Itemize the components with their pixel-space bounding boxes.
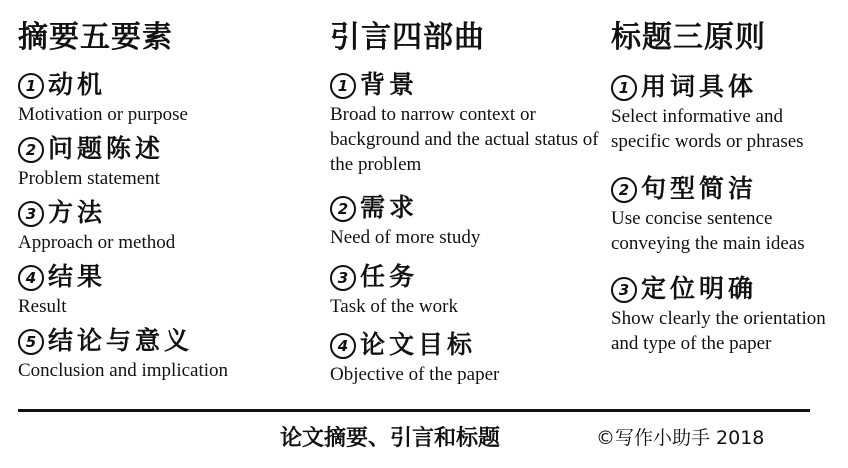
item-heading-text: 论文目标 [360, 330, 477, 359]
item-heading [18, 262, 308, 292]
circled-number: 1 [330, 73, 356, 99]
item-description: Show clearly the orientation and type of the paper [611, 308, 826, 354]
list-item [18, 262, 308, 319]
list-item [330, 262, 600, 319]
list-item [611, 72, 843, 154]
item-heading-text: 背景 [360, 70, 419, 99]
item-heading [330, 70, 600, 100]
circled-number: 4 [18, 265, 44, 291]
item-heading [18, 326, 308, 356]
list-item [18, 198, 308, 255]
item-description: Use concise sentence conveying the main ideas [611, 208, 805, 254]
circled-number: 1 [611, 75, 637, 101]
item-description: Approach or method [18, 232, 176, 253]
item-heading [18, 198, 308, 228]
item-heading-text: 动机 [48, 70, 107, 99]
list-item [18, 70, 308, 127]
circled-number: 5 [18, 329, 44, 355]
list-item [330, 70, 600, 177]
circled-number: 4 [330, 333, 356, 359]
list-item [611, 274, 843, 356]
circled-number: 2 [18, 137, 44, 163]
item-description: Objective of the paper [330, 364, 500, 385]
circled-number: 3 [611, 277, 637, 303]
item-heading-text: 定位明确 [641, 274, 758, 303]
circled-number: 1 [18, 73, 44, 99]
circled-number: 2 [611, 177, 637, 203]
circled-number: 2 [330, 196, 356, 222]
list-item [330, 330, 600, 387]
footer-title: 论文摘要、引言和标题 [280, 426, 501, 451]
item-heading-text: 需求 [360, 193, 419, 222]
column-title: 标题三原则 [611, 20, 766, 55]
item-heading-text: 问题陈述 [48, 134, 165, 163]
column-title: 摘要五要素 [18, 20, 173, 55]
list-item [18, 134, 308, 191]
item-heading [330, 330, 600, 360]
circled-number: 3 [18, 201, 44, 227]
item-description: Need of more study [330, 227, 481, 248]
column-title: 引言四部曲 [330, 20, 485, 55]
item-heading [611, 274, 843, 304]
item-description: Result [18, 296, 67, 317]
item-heading [611, 174, 843, 204]
item-heading [18, 70, 308, 100]
list-item [611, 174, 843, 256]
item-heading [330, 262, 600, 292]
item-heading [611, 72, 843, 102]
item-heading [330, 193, 600, 223]
item-heading-text: 任务 [360, 262, 419, 291]
item-heading-text: 方法 [48, 198, 107, 227]
item-description: Task of the work [330, 296, 458, 317]
circled-number: 3 [330, 265, 356, 291]
list-item [330, 193, 600, 250]
item-heading-text: 用词具体 [641, 72, 758, 101]
item-description: Motivation or purpose [18, 104, 188, 125]
item-heading-text: 结果 [48, 262, 107, 291]
divider-line [18, 409, 810, 412]
item-description: Broad to narrow context or background and the actual status of the problem [330, 104, 599, 175]
item-description: Select informative and specific words or phrases [611, 106, 804, 152]
list-item [18, 326, 308, 383]
item-description: Conclusion and implication [18, 360, 229, 381]
item-description: Problem statement [18, 168, 160, 189]
copyright-notice: ©写作小助手 2018 [596, 427, 765, 449]
item-heading-text: 结论与意义 [48, 326, 194, 355]
item-heading [18, 134, 308, 164]
item-heading-text: 句型简洁 [641, 174, 758, 203]
